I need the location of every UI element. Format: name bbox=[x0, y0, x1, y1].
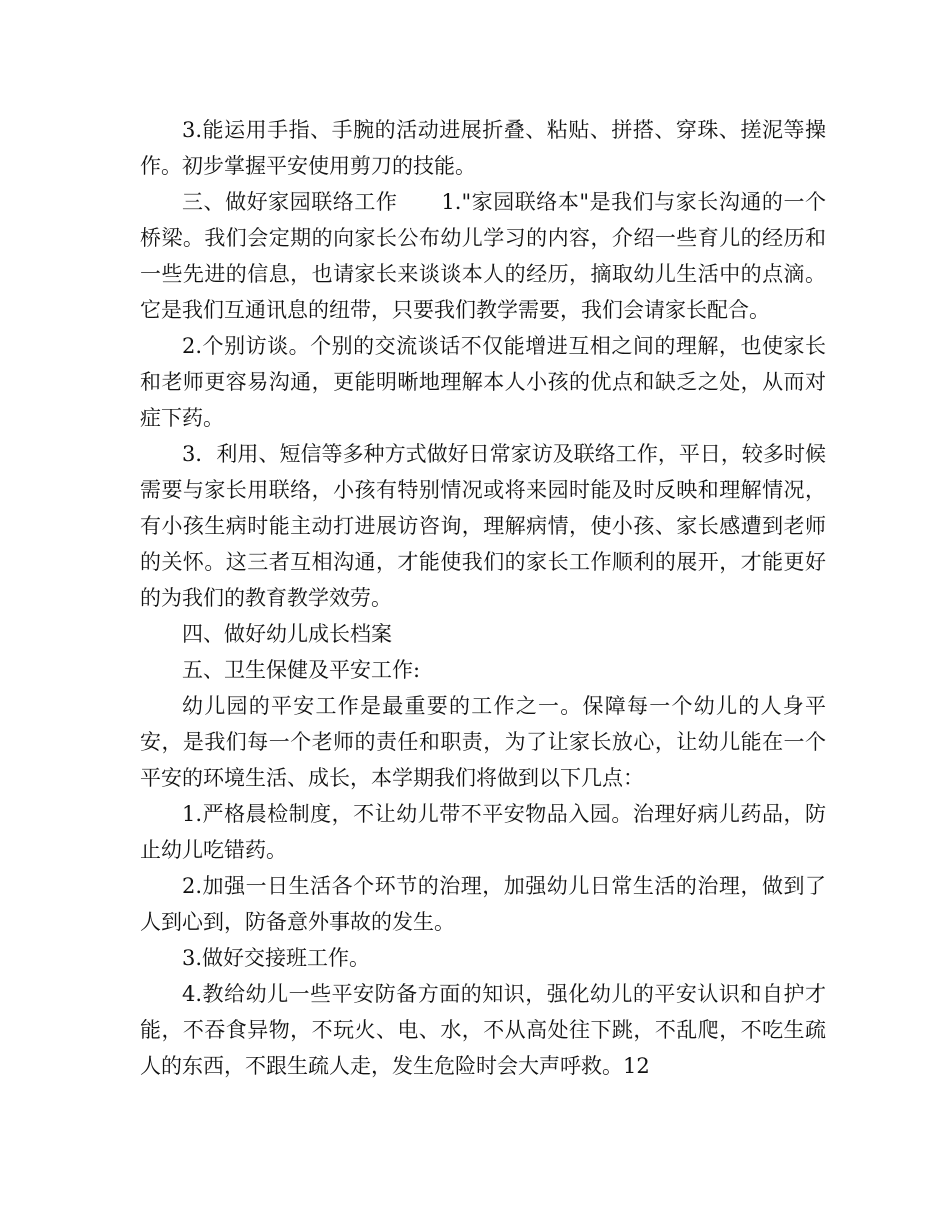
paragraph-shift-handover: 3.做好交接班工作。 bbox=[182, 946, 371, 970]
paragraph-individual-interview: 2.个别访谈。个别的交流谈话不仅能增进互相之间的理解，也使家长和老师更容易沟通，更能明晰地理解本人小孩的优点和缺乏之处，从而对症下药。 bbox=[140, 334, 826, 430]
document-body bbox=[140, 112, 826, 1084]
section-heading-home-school-contact: 三、做好家园联络工作 bbox=[182, 190, 398, 214]
contact-book-item: 1."家园联络本"是我们与家长沟通的一个桥梁。我们会定期的向家长公布幼儿学习的内容，介绍一些育儿的经历和一些先进的信息，也请家长来谈谈本人的经历，摘取幼儿生活中的点滴。它是我们互通讯息的纽带，只要我们教学需要，我们会请家长配合。 bbox=[140, 190, 826, 322]
paragraph-safety-intro: 幼儿园的平安工作是最重要的工作之一。保障每一个幼儿的人身平安，是我们每一个老师的责任和职责，为了让家长放心，让幼儿能在一个平安的环境生活、成长，本学期我们将做到以下几点： bbox=[140, 694, 826, 790]
paragraph-safety-knowledge: 4.教给幼儿一些平安防备方面的知识，强化幼儿的平安认识和自护才能，不吞食异物，不玩火、电、水，不从高处往下跳，不乱爬，不吃生疏人的东西，不跟生疏人走，发生危险时会大声呼救。12 bbox=[140, 982, 826, 1078]
paragraph-home-school-contact bbox=[140, 184, 826, 328]
section-heading-growth-records: 四、做好幼儿成长档案 bbox=[182, 622, 392, 646]
paragraph-morning-check: 1.严格晨检制度，不让幼儿带不平安物品入园。治理好病儿药品，防止幼儿吃错药。 bbox=[140, 802, 826, 862]
section-heading-health-safety: 五、卫生保健及平安工作: bbox=[182, 658, 421, 682]
paragraph-skills: 3.能运用手指、手腕的活动进展折叠、粘贴、拼搭、穿珠、搓泥等操作。初步掌握平安使用剪刀的技能。 bbox=[140, 118, 826, 178]
paragraph-phone-sms-contact: 3．利用、短信等多种方式做好日常家访及联络工作，平日，较多时候需要与家长用联络，小孩有特别情况或将来园时能及时反映和理解情况，有小孩生病时能主动打进展访咨询，理解病情，使小孩、家长感遭到老师的关怀。这三者互相沟通，才能使我们的家长工作顺利的展开，才能更好的为我们的教育教学效劳。 bbox=[140, 442, 826, 610]
paragraph-daily-management: 2.加强一日生活各个环节的治理，加强幼儿日常生活的治理，做到了人到心到，防备意外事故的发生。 bbox=[140, 874, 826, 934]
